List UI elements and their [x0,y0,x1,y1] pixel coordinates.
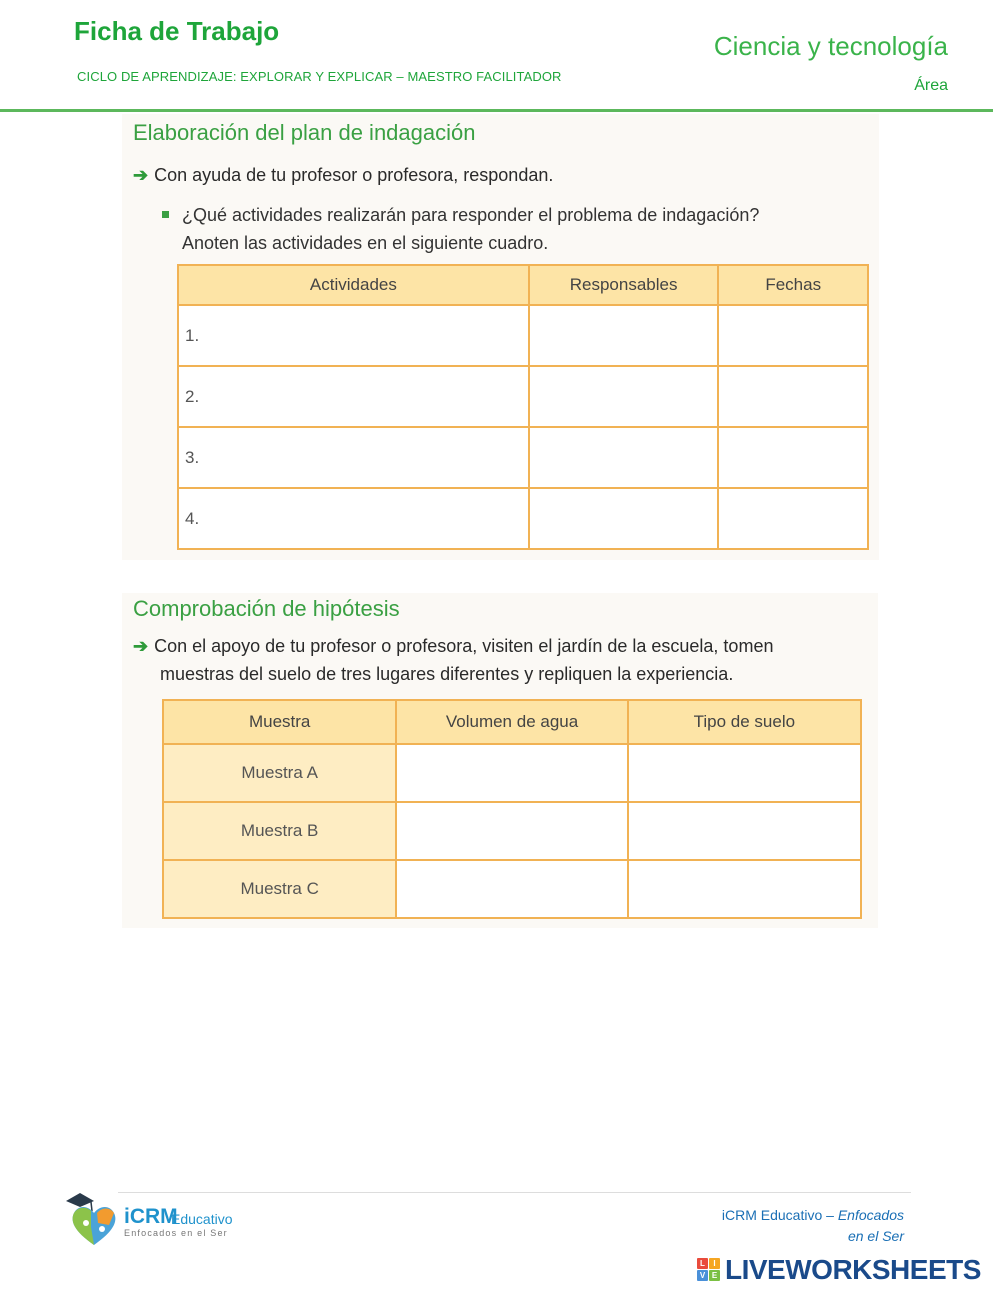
footer-credit [722,1205,904,1247]
question-line-2: Anoten las actividades en el siguiente cuadro. [182,233,549,253]
lw-letter-l: L [697,1258,708,1269]
table-row [178,427,868,488]
section-title-plan: Elaboración del plan de indagación [133,120,476,145]
instruction-hipotesis-line-2: muestras del suelo de tres lugares diferentes y repliquen la experiencia. [160,664,734,684]
header-fechas: Fechas [718,265,868,305]
tipo-cell-c[interactable] [628,860,861,918]
instruction-plan [133,161,553,189]
arrow-right-icon: ➔ [133,636,149,656]
fecha-cell-4[interactable] [718,488,868,549]
question-line-1: ¿Qué actividades realizarán para responder el problema de indagación? [182,205,760,225]
volumen-cell-a[interactable] [396,744,627,802]
footer-credit-italic-2: en el Ser [847,1228,904,1244]
lw-letter-e: E [709,1270,720,1281]
footer-credit-italic-1: Enfocados [837,1207,904,1223]
fecha-cell-1[interactable] [718,305,868,366]
arrow-right-icon: ➔ [133,165,149,185]
header-tipo-suelo: Tipo de suelo [628,700,861,744]
question-plan [182,201,759,257]
table-row [178,366,868,427]
header-actividades: Actividades [178,265,529,305]
responsable-cell-2[interactable] [529,366,719,427]
tipo-cell-a[interactable] [628,744,861,802]
tipo-cell-b[interactable] [628,802,861,860]
liveworksheets-logo-icon [697,1258,721,1282]
lw-letter-v: V [697,1270,708,1281]
volumen-cell-c[interactable] [396,860,627,918]
activity-cell-2[interactable]: 2. [178,366,529,427]
volumen-cell-b[interactable] [396,802,627,860]
fecha-cell-3[interactable] [718,427,868,488]
header-volumen: Volumen de agua [396,700,627,744]
logo-tagline: Enfocados en el Ser [124,1228,228,1238]
page-title: Ficha de Trabajo [74,16,280,46]
section-title-hipotesis: Comprobación de hipótesis [133,596,400,621]
sample-label-c: Muestra C [163,860,396,918]
instruction-plan-text: Con ayuda de tu profesor o profesora, respondan. [154,165,554,185]
logo-word: Educativo [171,1211,233,1227]
puzzle-heart-icon [64,1187,124,1247]
subject-name: Ciencia y tecnología [713,31,948,61]
activity-cell-4[interactable]: 4. [178,488,529,549]
logo-brand: iCRM [124,1205,178,1228]
fecha-cell-2[interactable] [718,366,868,427]
liveworksheets-text: LIVEWORKSHEETS [725,1254,981,1285]
area-label: Área [914,77,948,94]
table-row [178,305,868,366]
footer-credit-plain: iCRM Educativo – [721,1207,838,1223]
table-row [163,860,861,918]
responsable-cell-1[interactable] [529,305,719,366]
header-responsables: Responsables [529,265,719,305]
samples-table [162,699,862,919]
lw-letter-i: I [709,1258,720,1269]
liveworksheets-watermark [697,1254,997,1286]
table-row [178,488,868,549]
header-divider [0,109,993,112]
activity-cell-1[interactable]: 1. [178,305,529,366]
table-row [163,802,861,860]
bullet-square-icon [162,211,169,218]
activity-cell-3[interactable]: 3. [178,427,529,488]
instruction-hipotesis-line-1: Con el apoyo de tu profesor o profesora, visiten el jardín de la escuela, tomen [154,636,774,656]
responsable-cell-3[interactable] [529,427,719,488]
table-header-row [178,265,868,305]
sample-label-a: Muestra A [163,744,396,802]
sample-label-b: Muestra B [163,802,396,860]
responsable-cell-4[interactable] [529,488,719,549]
page-subtitle: CICLO DE APRENDIZAJE: EXPLORAR Y EXPLICAR – MAESTRO FACILITADOR [77,69,562,84]
header-muestra: Muestra [163,700,396,744]
table-row [163,744,861,802]
instruction-hipotesis [133,632,773,688]
table-header-row [163,700,861,744]
activities-table [177,264,869,550]
